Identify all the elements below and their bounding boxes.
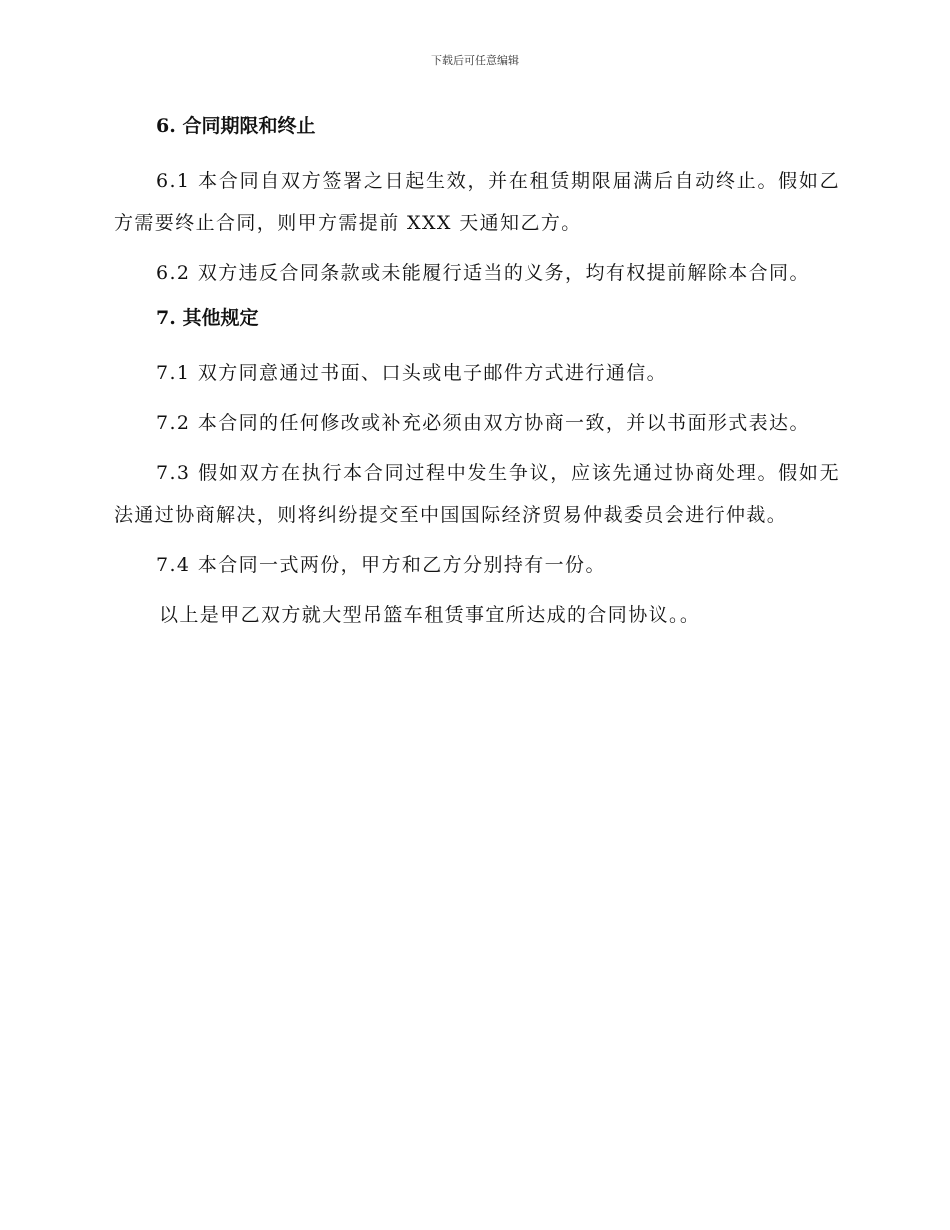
- clause-7-4: 7.4 本合同一式两份，甲方和乙方分别持有一份。: [156, 554, 606, 576]
- clause-6-1: 6.1 本合同自双方签署之日起生效，并在租赁期限届满后自动终止。假如乙方需要终止合同，则甲方需提前 XXX 天通知乙方。: [114, 170, 840, 234]
- clause-7-1: 7.1 双方同意通过书面、口头或电子邮件方式进行通信。: [156, 362, 668, 384]
- clause-7-3: 7.3 假如双方在执行本合同过程中发生争议，应该先通过协商处理。假如无法通过协商解决，则将纠纷提交至中国国际经济贸易仲裁委员会进行仲裁。: [114, 462, 840, 526]
- clause-6-2: 6.2 双方违反合同条款或未能履行适当的义务，均有权提前解除本合同。: [156, 262, 810, 284]
- section-heading: 6. 合同期限和终止: [156, 115, 316, 137]
- closing-statement: 以上是甲乙双方就大型吊篮车租赁事宜所达成的合同协议。。: [159, 604, 701, 626]
- page-header: 下载后可任意编辑: [431, 54, 519, 67]
- section-7-other-provisions: [114, 302, 840, 586]
- section-6-term-and-termination: [114, 110, 840, 294]
- section-heading: 7. 其他规定: [156, 307, 259, 329]
- clause-7-2: 7.2 本合同的任何修改或补充必须由双方协商一致，并以书面形式表达。: [156, 412, 810, 434]
- document-body: [114, 110, 840, 644]
